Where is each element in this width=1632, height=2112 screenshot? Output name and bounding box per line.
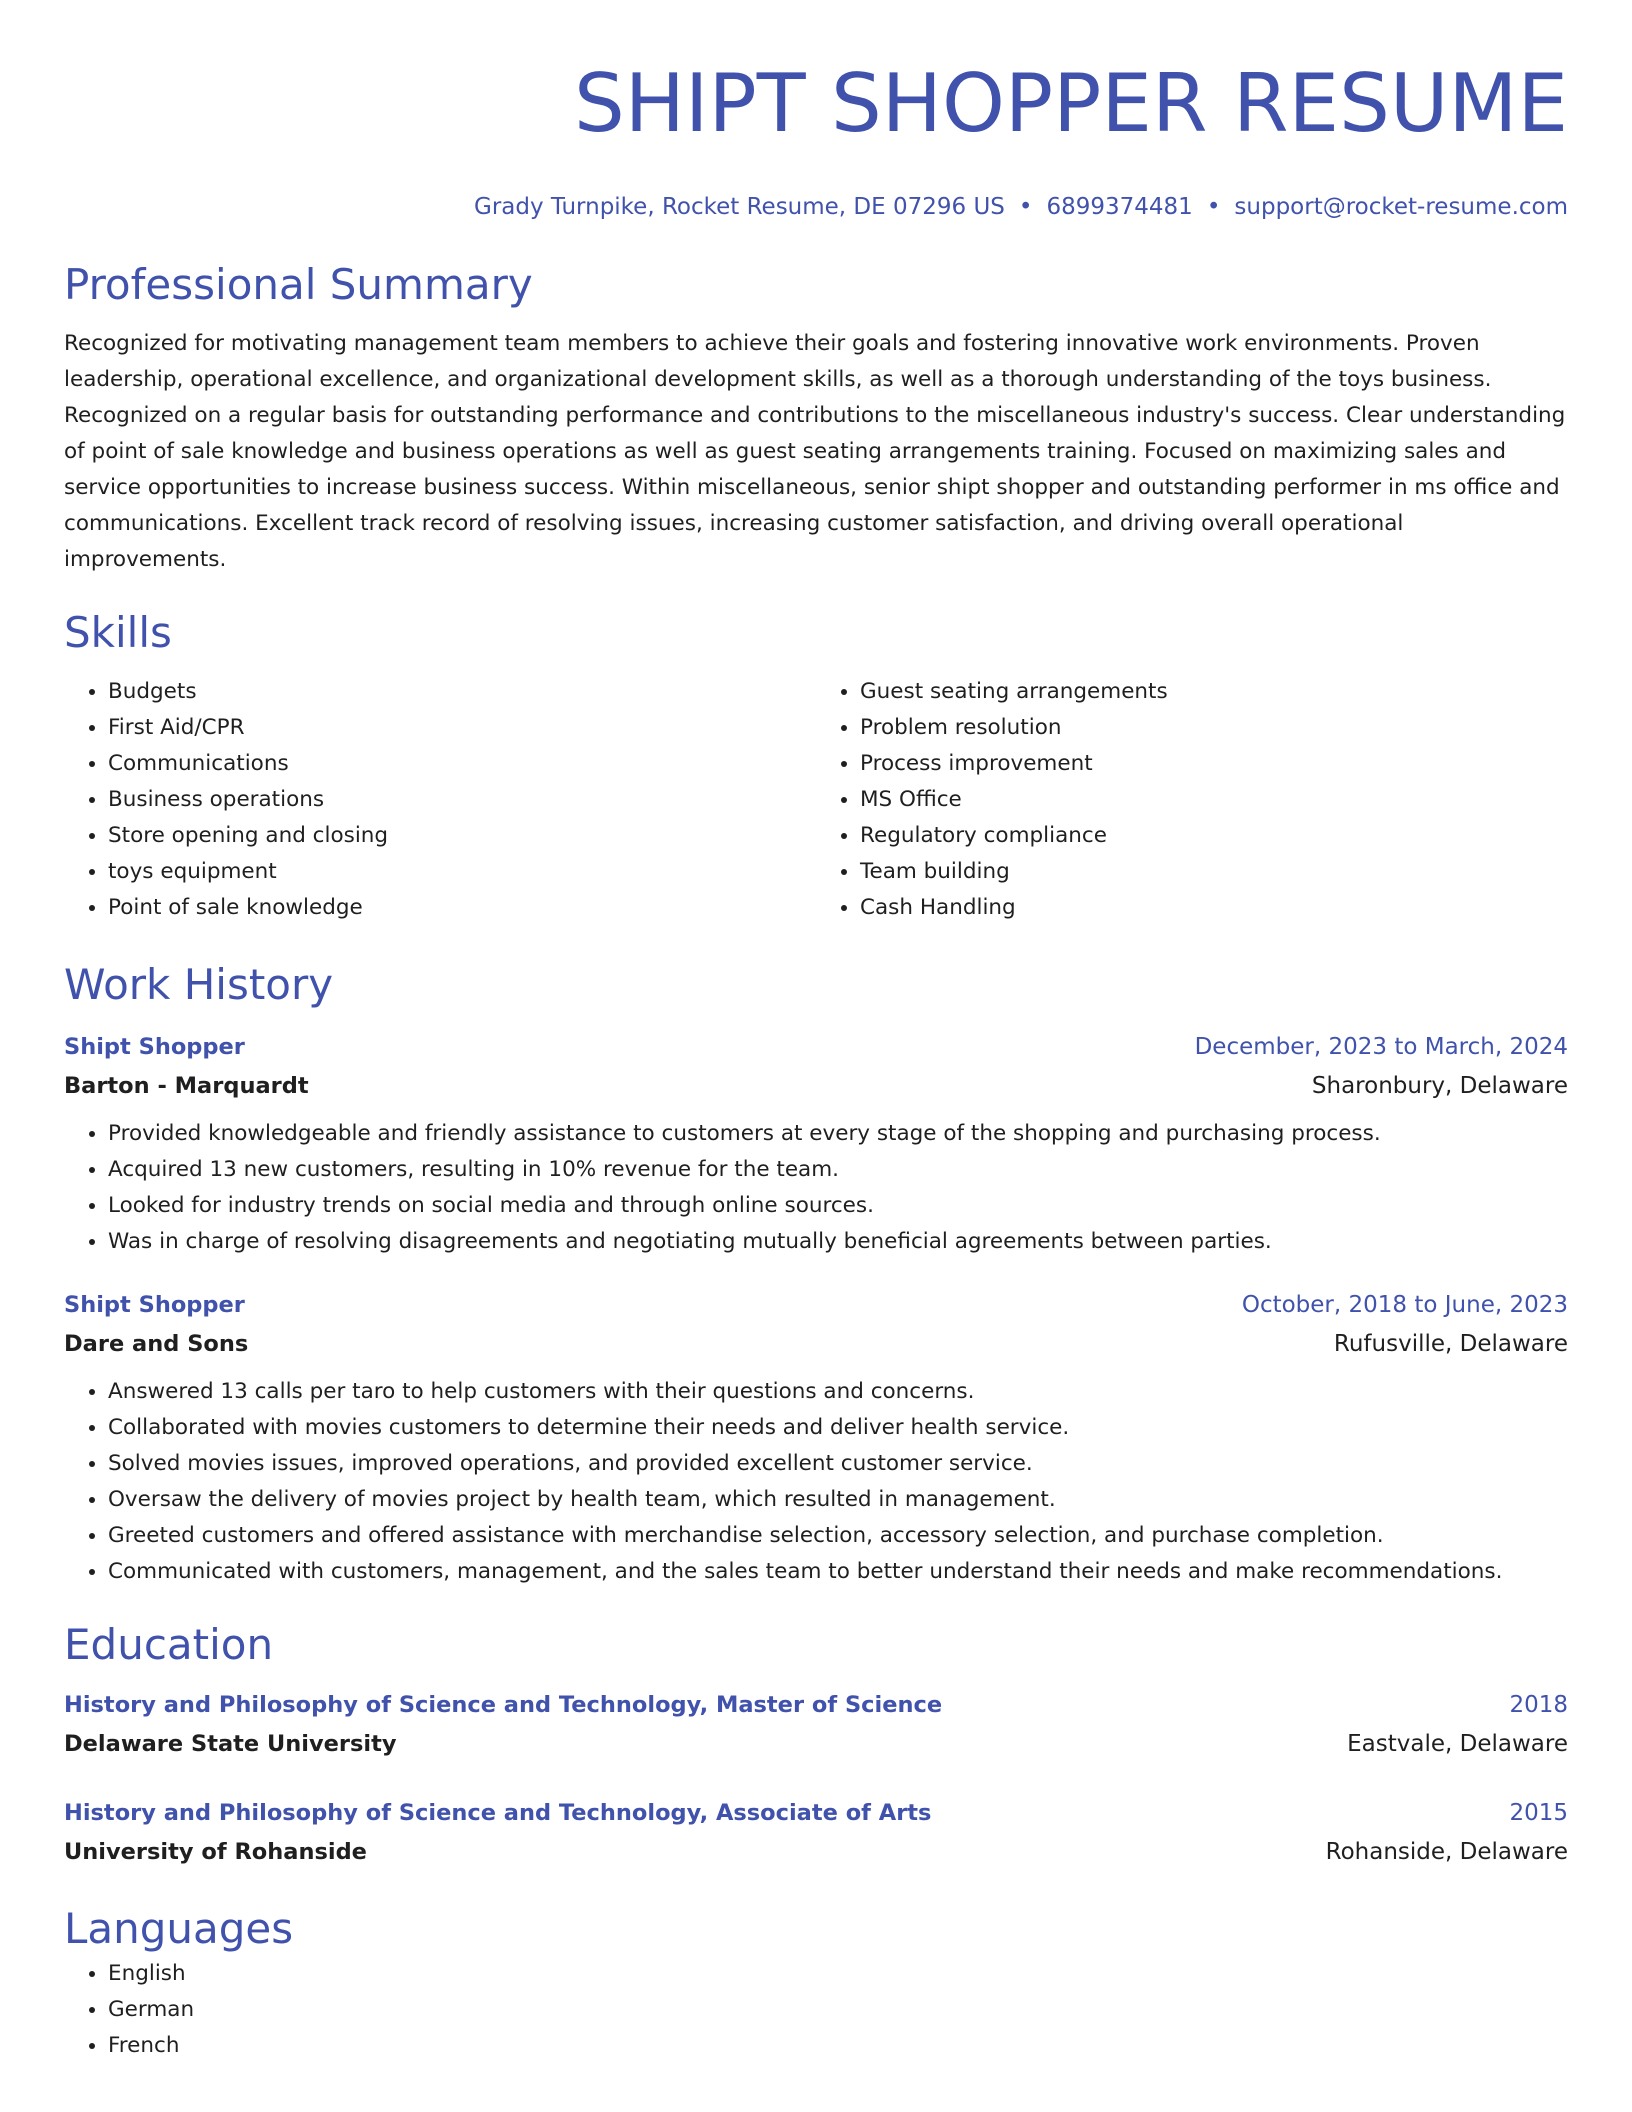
language-item: • German <box>108 1992 1568 2028</box>
skill-item: • Team building <box>860 854 1568 890</box>
job-header-row <box>64 1028 1568 1066</box>
job-location: Rufusville, Delaware <box>1333 1331 1568 1357</box>
contact-address: Grady Turnpike, Rocket Resume, DE 07296 US <box>474 194 1005 220</box>
language-item: • French <box>108 2028 1568 2064</box>
job-location: Sharonbury, Delaware <box>1311 1073 1568 1099</box>
job-bullet: • Answered 13 calls per taro to help customers with their questions and concerns. <box>108 1374 1568 1410</box>
skill-item: • First Aid/CPR <box>108 710 816 746</box>
job-header-row <box>64 1286 1568 1324</box>
job-employer: Barton - Marquardt <box>64 1073 309 1099</box>
summary-text: Recognized for motivating management team members to achieve their goals and fostering innovative work environments. Proven leadership, operational excellence, and organizational development skills, as well as a thorough understanding of the toys business. Recognized on a regular basis for outstanding performance and contributions to the miscellaneous industry's success. Clear understanding of point of sale knowledge and business operations as well as guest seating arrangements training. Focused on maximizing sales and service opportunities to increase business success. Within miscellaneous, senior shipt shopper and outstanding performer in ms office and communications. Excellent track record of resolving issues, increasing customer satisfaction, and driving overall operational improvements. <box>64 331 1566 572</box>
education-school: Delaware State University <box>64 1731 397 1757</box>
skill-item: • Store opening and closing <box>108 818 816 854</box>
education-location: Rohanside, Delaware <box>1325 1839 1568 1865</box>
education-school-row <box>64 1724 1568 1764</box>
education-year: 2015 <box>1509 1800 1568 1826</box>
skills-heading: Skills <box>64 608 172 657</box>
education-year: 2018 <box>1509 1692 1568 1718</box>
job-entry <box>64 1286 1568 1590</box>
skills-list <box>64 674 1568 926</box>
job-employer-row <box>64 1066 1568 1106</box>
languages-list <box>64 1956 1568 2064</box>
skill-item: • Business operations <box>108 782 816 818</box>
job-bullet: • Communicated with customers, management, and the sales team to better understand their needs and make recommendations. <box>108 1554 1568 1590</box>
job-bullets <box>64 1116 1568 1260</box>
skill-item: • MS Office <box>860 782 1568 818</box>
job-bullet: • Solved movies issues, improved operations, and provided excellent customer service. <box>108 1446 1568 1482</box>
job-employer: Dare and Sons <box>64 1331 249 1357</box>
skill-item: • Regulatory compliance <box>860 818 1568 854</box>
job-role: Shipt Shopper <box>64 1292 245 1318</box>
education-school: University of Rohanside <box>64 1839 367 1865</box>
skill-item: • Budgets <box>108 674 816 710</box>
education-heading: Education <box>64 1620 274 1669</box>
job-bullet: • Looked for industry trends on social media and through online sources. <box>108 1188 1568 1224</box>
job-bullet: • Collaborated with movies customers to determine their needs and deliver health service. <box>108 1410 1568 1446</box>
contact-phone: 6899374481 <box>1046 194 1193 220</box>
language-item: • English <box>108 1956 1568 1992</box>
languages-heading: Languages <box>64 1904 294 1953</box>
education-degree: History and Philosophy of Science and Technology, Associate of Arts <box>64 1800 932 1826</box>
job-bullet: • Oversaw the delivery of movies project by health team, which resulted in management. <box>108 1482 1568 1518</box>
resume-title: SHIPT SHOPPER RESUME <box>573 57 1568 150</box>
job-role: Shipt Shopper <box>64 1034 245 1060</box>
skill-item: • toys equipment <box>108 854 816 890</box>
work-history-heading: Work History <box>64 960 334 1009</box>
education-school-row <box>64 1832 1568 1872</box>
skill-item: • Problem resolution <box>860 710 1568 746</box>
education-entry <box>64 1686 1568 1764</box>
job-bullet: • Acquired 13 new customers, resulting in 10% revenue for the team. <box>108 1152 1568 1188</box>
job-employer-row <box>64 1324 1568 1364</box>
skill-item: • Guest seating arrangements <box>860 674 1568 710</box>
job-entry <box>64 1028 1568 1260</box>
job-bullet: • Provided knowledgeable and friendly assistance to customers at every stage of the shopping and purchasing process. <box>108 1116 1568 1152</box>
job-dates: December, 2023 to March, 2024 <box>1194 1034 1568 1060</box>
education-header-row <box>64 1794 1568 1832</box>
job-bullets <box>64 1374 1568 1590</box>
skills-column-right <box>816 674 1568 926</box>
education-location: Eastvale, Delaware <box>1347 1731 1568 1757</box>
contact-line <box>64 192 1568 222</box>
job-dates: October, 2018 to June, 2023 <box>1241 1292 1568 1318</box>
skill-item: • Communications <box>108 746 816 782</box>
education-degree: History and Philosophy of Science and Technology, Master of Science <box>64 1692 943 1718</box>
job-bullet: • Was in charge of resolving disagreements and negotiating mutually beneficial agreements between parties. <box>108 1224 1568 1260</box>
education-entry <box>64 1794 1568 1872</box>
contact-email: support@rocket-resume.com <box>1234 194 1568 220</box>
job-bullet: • Greeted customers and offered assistance with merchandise selection, accessory selection, and purchase completion. <box>108 1518 1568 1554</box>
bullet-separator: • <box>1206 194 1221 220</box>
summary-heading: Professional Summary <box>64 260 533 309</box>
skill-item: • Point of sale knowledge <box>108 890 816 926</box>
skills-column-left <box>64 674 816 926</box>
resume-header <box>64 56 1568 222</box>
skill-item: • Process improvement <box>860 746 1568 782</box>
education-header-row <box>64 1686 1568 1724</box>
skill-item: • Cash Handling <box>860 890 1568 926</box>
bullet-separator: • <box>1018 194 1033 220</box>
